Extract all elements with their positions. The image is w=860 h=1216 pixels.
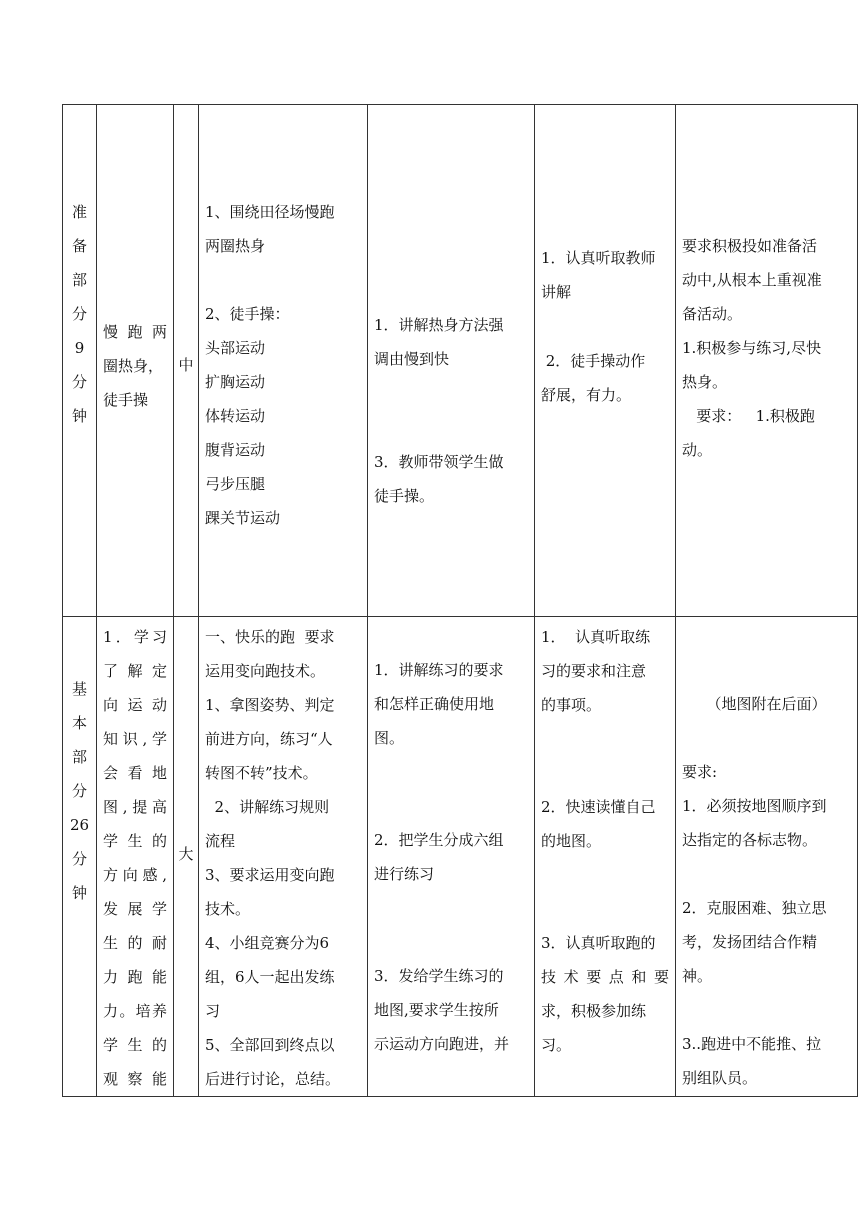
text-line: 热身。 bbox=[682, 373, 728, 391]
text-line: 腹背运动 bbox=[205, 441, 266, 459]
text-line: 和怎样正确使用地 bbox=[374, 695, 495, 713]
text-line: 习 bbox=[205, 1002, 221, 1020]
text-line: 徒手操。 bbox=[374, 487, 435, 505]
text-line: 习的要求和注意 bbox=[541, 662, 647, 680]
section-cell bbox=[63, 105, 97, 617]
content-line: 观察能 bbox=[103, 1070, 167, 1088]
text-line: 1．讲解练习的要求 bbox=[374, 661, 504, 679]
text-line: 习。 bbox=[541, 1036, 572, 1054]
intensity-cell bbox=[174, 617, 199, 1097]
table-row bbox=[63, 617, 858, 1097]
text-line: 后进行讨论，总结。 bbox=[205, 1070, 341, 1088]
text-line: 1、围绕田径场慢跑 bbox=[205, 203, 335, 221]
text-line: 1． 认真听取练 bbox=[541, 628, 651, 646]
text-line: 考，发扬团结合作精 bbox=[682, 933, 818, 951]
text-line: 扩胸运动 bbox=[205, 373, 266, 391]
section-char: 备 bbox=[71, 237, 87, 255]
section-char: 准 bbox=[71, 203, 87, 221]
text-line: 的地图。 bbox=[541, 832, 602, 850]
table-row bbox=[63, 105, 858, 617]
text-line: 转图不转”技术。 bbox=[205, 764, 318, 782]
content-line: 知识,学 bbox=[103, 730, 167, 748]
text-line: 进行练习 bbox=[374, 865, 435, 883]
text-line: 讲解 bbox=[541, 283, 572, 301]
content-line: 图,提高 bbox=[103, 798, 167, 816]
content-cell bbox=[97, 105, 174, 617]
text-line: 的事项。 bbox=[541, 696, 602, 714]
text-line: 3．教师带领学生做 bbox=[374, 453, 504, 471]
teaching-content-cell bbox=[199, 105, 368, 617]
text-line: 2．快速读懂自己 bbox=[541, 798, 656, 816]
text-line: 1．认真听取教师 bbox=[541, 249, 656, 267]
section-char: 基 bbox=[71, 680, 87, 698]
section-char: 9 bbox=[74, 339, 85, 357]
section-char: 部 bbox=[71, 271, 87, 289]
text-line: 神。 bbox=[682, 967, 713, 985]
section-char: 分 bbox=[71, 373, 87, 391]
text-line: 一、快乐的跑 要求 bbox=[205, 628, 335, 646]
text-line: 调由慢到快 bbox=[374, 350, 450, 368]
text-line: 地图,要求学生按所 bbox=[374, 1001, 499, 1019]
lesson-plan-table bbox=[62, 104, 858, 1097]
text-line: 达指定的各标志物。 bbox=[682, 831, 818, 849]
text-line: 求，积极参加练 bbox=[541, 1002, 647, 1020]
text-line: 体转运动 bbox=[205, 407, 266, 425]
text-line: 5、全部回到终点以 bbox=[205, 1036, 335, 1054]
text-line: 技术。 bbox=[205, 900, 251, 918]
content-line: 了解定 bbox=[103, 662, 167, 680]
content-line: 慢跑两 bbox=[103, 323, 167, 341]
text-line: 流程 bbox=[205, 832, 236, 850]
section-char: 钟 bbox=[71, 407, 87, 425]
text-line: 1、拿图姿势、判定 bbox=[205, 696, 335, 714]
intensity-label: 中 bbox=[178, 356, 194, 374]
text-line: 3．认真听取跑的 bbox=[541, 934, 656, 952]
text-line: 两圈热身 bbox=[205, 237, 266, 255]
content-line: 会看地 bbox=[103, 764, 167, 782]
text-line: 舒展，有力。 bbox=[541, 386, 632, 404]
content-line: 学生的 bbox=[103, 832, 167, 850]
text-line: 3．发给学生练习的 bbox=[374, 967, 504, 985]
section-char: 分 bbox=[71, 782, 87, 800]
text-line: 踝关节运动 bbox=[205, 509, 281, 527]
text-line: 动中,从根本上重视准 bbox=[682, 271, 822, 289]
content-line: 发展学 bbox=[103, 900, 167, 918]
text-line: 2、徒手操： bbox=[205, 305, 290, 323]
text-line: 1．讲解热身方法强 bbox=[374, 316, 504, 334]
organization-cell bbox=[676, 105, 858, 617]
text-line: 要求： 1.积极跑 bbox=[682, 407, 815, 425]
text-line: 2．徒手操动作 bbox=[541, 352, 646, 370]
text-line: 1．必须按地图顺序到 bbox=[682, 797, 827, 815]
content-line: 生的耐 bbox=[103, 934, 167, 952]
section-char: 26 bbox=[69, 816, 90, 834]
map-note: （地图附在后面） bbox=[706, 695, 827, 713]
text-line: 动。 bbox=[682, 441, 713, 459]
text-line: 要求积极投如准备活 bbox=[682, 237, 818, 255]
content-line: 徒手操 bbox=[103, 391, 149, 409]
organization-cell bbox=[676, 617, 858, 1097]
text-line: 弓步压腿 bbox=[205, 475, 266, 493]
text-line: 2、讲解练习规则 bbox=[205, 798, 330, 816]
text-line: 3..跑进中不能推、拉 bbox=[682, 1035, 822, 1053]
section-char: 部 bbox=[71, 748, 87, 766]
section-cell bbox=[63, 617, 97, 1097]
section-char: 分 bbox=[71, 850, 87, 868]
text-line: 图。 bbox=[374, 729, 405, 747]
section-char: 分 bbox=[71, 305, 87, 323]
student-activity-cell bbox=[535, 617, 676, 1097]
text-line: 备活动。 bbox=[682, 305, 743, 323]
text-line: 3、要求运用变向跑 bbox=[205, 866, 335, 884]
intensity-label: 大 bbox=[178, 845, 194, 863]
text-line: 示运动方向跑进，并 bbox=[374, 1035, 510, 1053]
teacher-activity-cell bbox=[368, 617, 535, 1097]
content-line: 1．学习 bbox=[103, 628, 167, 646]
student-activity-cell bbox=[535, 105, 676, 617]
content-cell bbox=[97, 617, 174, 1097]
teacher-activity-cell bbox=[368, 105, 535, 617]
content-line: 圈热身， bbox=[103, 357, 164, 375]
content-line: 向运动 bbox=[103, 696, 167, 714]
content-line: 力跑能 bbox=[103, 968, 167, 986]
text-line: 2．把学生分成六组 bbox=[374, 831, 504, 849]
content-line: 力。培养 bbox=[103, 1002, 167, 1020]
section-char: 本 bbox=[71, 714, 87, 732]
intensity-cell bbox=[174, 105, 199, 617]
content-line: 学生的 bbox=[103, 1036, 167, 1054]
text-line: 4、小组竞赛分为6 bbox=[205, 934, 330, 952]
content-line: 方向感, bbox=[103, 866, 167, 884]
section-char: 钟 bbox=[71, 884, 87, 902]
text-line: 头部运动 bbox=[205, 339, 266, 357]
text-line: 技术要点和要 bbox=[541, 968, 669, 986]
requirements-title: 要求: bbox=[682, 763, 718, 781]
text-line: 别组队员。 bbox=[682, 1069, 758, 1087]
text-line: 前进方向，练习“人 bbox=[205, 730, 333, 748]
text-line: 运用变向跑技术。 bbox=[205, 662, 326, 680]
text-line: 1.积极参与练习,尽快 bbox=[682, 339, 822, 357]
teaching-content-cell bbox=[199, 617, 368, 1097]
text-line: 2．克服困难、独立思 bbox=[682, 899, 827, 917]
text-line: 组，6人一起出发练 bbox=[205, 968, 335, 986]
